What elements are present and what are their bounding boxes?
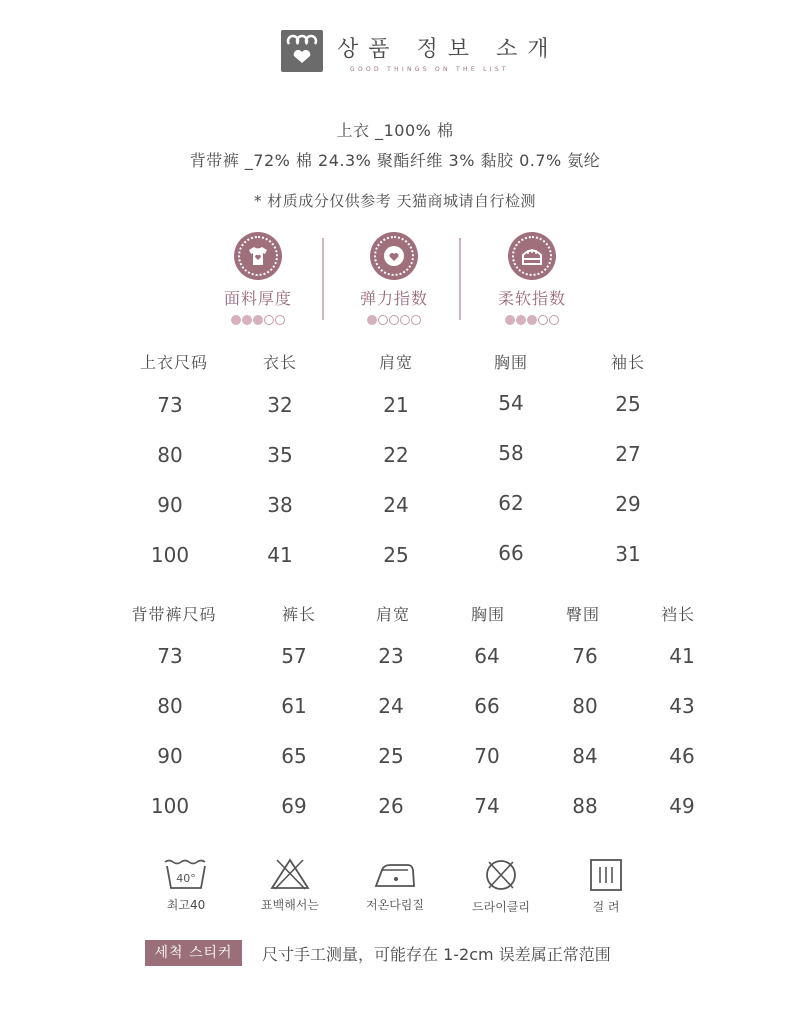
thickness-rating xyxy=(203,315,313,327)
care-no-bleach xyxy=(240,858,340,913)
table-cell: 73 xyxy=(157,393,183,417)
table-cell: 46 xyxy=(669,744,695,768)
table-cell: 100 xyxy=(150,543,190,567)
softness-label: 柔软指数 xyxy=(497,289,566,308)
table-cell: 80 xyxy=(572,694,598,718)
overall-table-header: 臀围 xyxy=(565,605,600,624)
table-cell: 57 xyxy=(281,644,307,668)
elasticity-label: 弹力指数 xyxy=(359,289,428,308)
care-label: 드라이클리 xyxy=(472,900,530,914)
overall-table-header: 裤长 xyxy=(281,605,316,624)
top-table-header: 肩宽 xyxy=(378,353,413,372)
low-iron-icon xyxy=(372,858,418,890)
table-cell: 66 xyxy=(498,541,524,565)
table-cell: 21 xyxy=(383,393,409,417)
rating-dot xyxy=(264,315,274,325)
heart-badge-icon xyxy=(370,232,418,280)
table-cell: 29 xyxy=(615,492,641,516)
table-cell: 24 xyxy=(383,493,409,517)
table-cell: 49 xyxy=(669,794,695,818)
softness-rating xyxy=(477,315,587,327)
care-hang-dry xyxy=(556,858,656,915)
table-cell: 73 xyxy=(157,644,183,668)
cake-icon xyxy=(508,232,556,280)
fabric-top-text: 上衣 _100% 棉 xyxy=(336,121,454,140)
table-cell: 41 xyxy=(669,644,695,668)
table-cell: 80 xyxy=(157,694,183,718)
table-cell: 62 xyxy=(498,491,524,515)
elasticity-rating xyxy=(339,315,449,327)
elasticity-indicator xyxy=(339,232,449,327)
rating-dot xyxy=(242,315,252,325)
page-title: 상품 정보 소개 xyxy=(337,37,559,62)
rating-dot xyxy=(516,315,526,325)
rating-dot xyxy=(538,315,548,325)
rating-dot xyxy=(549,315,559,325)
care-label: 표백해서는 xyxy=(261,898,319,912)
table-cell: 35 xyxy=(267,443,293,467)
table-cell: 65 xyxy=(281,744,307,768)
thickness-label: 面料厚度 xyxy=(223,289,292,308)
hang-dry-icon xyxy=(589,858,623,892)
table-cell: 76 xyxy=(572,644,598,668)
thickness-indicator xyxy=(203,232,313,327)
table-cell: 25 xyxy=(615,392,641,416)
table-cell: 24 xyxy=(378,694,404,718)
table-cell: 32 xyxy=(267,393,293,417)
rating-dot xyxy=(527,315,537,325)
table-cell: 23 xyxy=(378,644,404,668)
rating-dot xyxy=(275,315,285,325)
page-subtitle: GOOD THINGS ON THE LIST xyxy=(350,66,509,73)
no-bleach-icon xyxy=(269,858,311,890)
care-label: 걸 려 xyxy=(592,900,620,914)
rating-dot xyxy=(400,315,410,325)
table-cell: 80 xyxy=(157,443,183,467)
table-cell: 22 xyxy=(383,443,409,467)
overall-table-header: 肩宽 xyxy=(375,605,410,624)
rating-dot xyxy=(253,315,263,325)
top-table-header: 衣长 xyxy=(262,353,297,372)
table-cell: 41 xyxy=(267,543,293,567)
table-cell: 25 xyxy=(383,543,409,567)
table-cell: 88 xyxy=(572,794,598,818)
fabric-note: * 材质成分仅供参考 天猫商城请自行检测 xyxy=(253,192,537,210)
table-cell: 27 xyxy=(615,442,641,466)
rating-dot xyxy=(367,315,377,325)
measurement-note: 尺寸手工测量，可能存在 1-2cm 误差属正常范围 xyxy=(262,945,611,964)
wash-40-icon xyxy=(163,858,209,890)
table-cell: 26 xyxy=(378,794,404,818)
overall-table-header: 裆长 xyxy=(660,605,695,624)
wash-temp-label: 40° xyxy=(176,872,196,885)
table-cell: 61 xyxy=(281,694,307,718)
overall-table-header: 背带裤尺码 xyxy=(131,605,217,624)
care-no-dryclean xyxy=(451,858,551,915)
top-table-header: 上衣尺码 xyxy=(139,353,208,372)
table-cell: 25 xyxy=(378,744,404,768)
rating-dot xyxy=(411,315,421,325)
divider xyxy=(322,238,324,320)
care-low-iron xyxy=(345,858,445,913)
table-cell: 70 xyxy=(474,744,500,768)
care-label: 저온다림질 xyxy=(366,898,424,912)
softness-indicator xyxy=(477,232,587,327)
fabric-bottom-text: 背带裤 _72% 棉 24.3% 聚酯纤维 3% 黏胶 0.7% 氨纶 xyxy=(189,151,601,170)
top-table-header: 袖长 xyxy=(610,353,645,372)
care-label: 최고40 xyxy=(166,898,206,912)
table-cell: 38 xyxy=(267,493,293,517)
table-cell: 90 xyxy=(157,744,183,768)
table-cell: 58 xyxy=(498,441,524,465)
brand-logo xyxy=(281,30,323,72)
table-cell: 54 xyxy=(498,391,524,415)
top-table-header: 胸围 xyxy=(493,353,528,372)
table-cell: 64 xyxy=(474,644,500,668)
tshirt-icon xyxy=(234,232,282,280)
table-cell: 84 xyxy=(572,744,598,768)
table-cell: 74 xyxy=(474,794,500,818)
table-cell: 90 xyxy=(157,493,183,517)
divider xyxy=(459,238,461,320)
care-wash-40 xyxy=(136,858,236,913)
rating-dot xyxy=(505,315,515,325)
rating-dot xyxy=(378,315,388,325)
table-cell: 69 xyxy=(281,794,307,818)
table-cell: 100 xyxy=(150,794,190,818)
rating-dot xyxy=(231,315,241,325)
wash-sticker-badge: 세척 스티커 xyxy=(145,940,242,966)
table-cell: 43 xyxy=(669,694,695,718)
table-cell: 66 xyxy=(474,694,500,718)
no-dryclean-icon xyxy=(483,858,519,892)
table-cell: 31 xyxy=(615,542,641,566)
rating-dot xyxy=(389,315,399,325)
overall-table-header: 胸围 xyxy=(470,605,505,624)
